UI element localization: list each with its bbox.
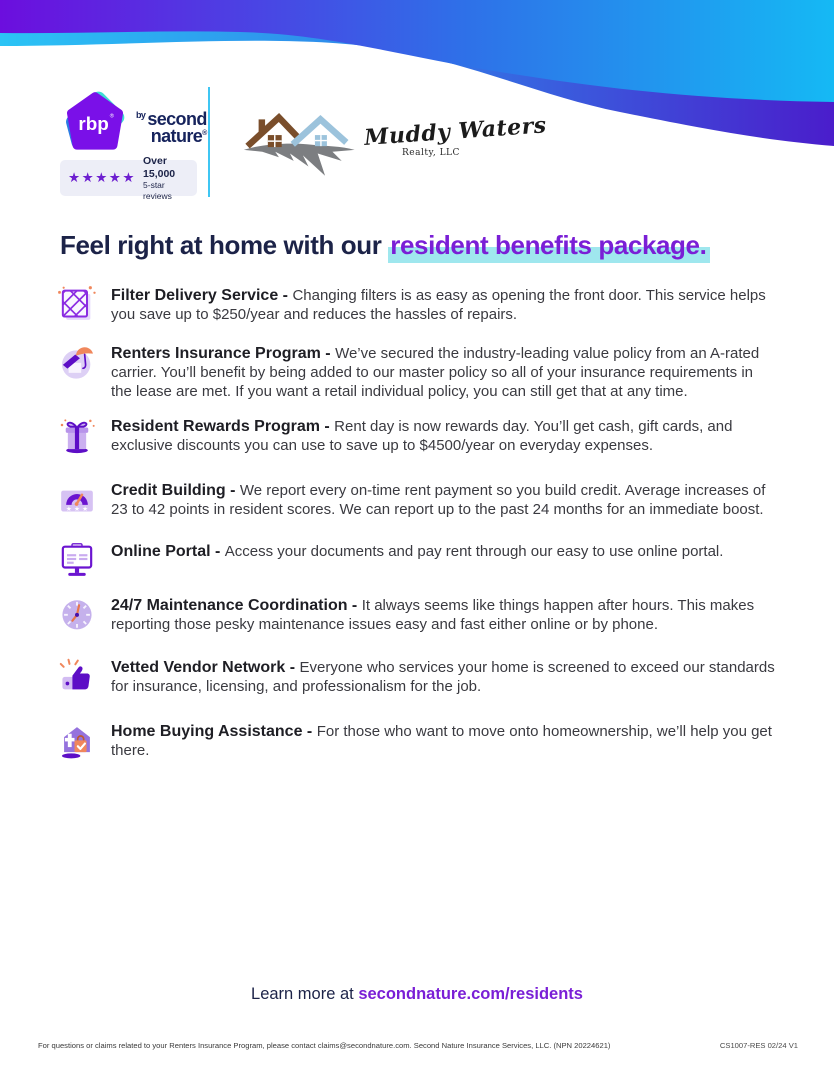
benefit-description: Changing filters is as easy as opening the front door. This service helps you save up to $250/year and reduces the hassles of repairs. [111, 287, 766, 323]
reviews-count: Over 15,000 [143, 155, 176, 180]
svg-text:rbp: rbp [78, 114, 109, 135]
credit-gauge-icon [57, 478, 97, 520]
headline-highlight: resident benefits package. [388, 230, 710, 263]
benefit-description: Access your documents and pay rent through our easy to use online portal. [224, 543, 724, 560]
umbrella-house-icon [57, 341, 97, 383]
benefit-title: Resident Rewards Program - [111, 418, 335, 435]
document-code: CS1007-RES 02/24 V1 [719, 1041, 798, 1050]
benefit-title: Online Portal - [111, 543, 225, 560]
benefit-title: Credit Building - [111, 482, 240, 499]
benefit-item [57, 593, 777, 635]
benefit-title: Renters Insurance Program - [111, 345, 336, 362]
rbp-logo-icon [60, 88, 130, 158]
benefit-item [57, 283, 777, 325]
legal-text: For questions or claims related to your Renters Insurance Program, please contact claims@secondnature.com. Second Nature Insurance Services, LLC. (NPN 20224621) [38, 1041, 611, 1050]
second-nature-wordmark: $^{by}$ second nature® [136, 109, 207, 146]
benefit-item [57, 414, 777, 456]
gift-icon [57, 414, 97, 456]
partner-name: Muddy Waters [363, 112, 548, 151]
clock-icon [57, 593, 97, 635]
filter-icon [57, 283, 97, 325]
partner-subtitle: Realty, LLC [402, 148, 460, 158]
headline-prefix: Feel right at home with our [60, 230, 389, 260]
wave-front [0, 0, 834, 102]
svg-text:®: ® [109, 113, 114, 120]
learn-more-prefix: Learn more at [251, 985, 359, 1003]
partner-houses-icon [242, 96, 362, 188]
page-title [60, 229, 780, 262]
benefit-description: We’ve secured the industry-leading value policy from an A-rated carrier. You’ll benefit by being added to our master policy so all of your insurance requirements in the lease are met. If you want a retail individual policy, you can still get that at any time. [111, 345, 760, 400]
benefit-title: Vetted Vendor Network - [111, 659, 300, 676]
thumbs-up-icon [57, 655, 97, 697]
learn-more-line [0, 985, 834, 1004]
by-label: by [136, 110, 146, 121]
monitor-icon [57, 539, 97, 581]
benefit-item [57, 341, 777, 401]
logo-divider [208, 87, 210, 197]
benefit-description: Rent day is now rewards day. You’ll get cash, gift cards, and exclusive discounts you can use to save up to $4500/year on everyday expenses. [111, 418, 733, 454]
brand-word-second: second [147, 109, 207, 130]
benefits-list [57, 283, 777, 761]
benefit-title: Filter Delivery Service - [111, 287, 293, 304]
benefit-description: For those who want to move onto homeownership, we’ll help you get there. [111, 723, 772, 759]
partner-logo-block [242, 96, 702, 196]
benefit-item [57, 719, 777, 761]
benefit-title: Home Buying Assistance - [111, 723, 317, 740]
home-bag-icon [57, 719, 97, 761]
benefit-item [57, 655, 777, 697]
fine-print [38, 1041, 798, 1050]
reviews-badge [60, 155, 197, 201]
benefit-description: Everyone who services your home is screened to exceed our standards for insurance, licensing, and professionalism for the job. [111, 659, 775, 695]
benefit-item [57, 539, 777, 581]
benefit-description: It always seems like things happen after hours. This makes reporting those pesky maintenance issues easy and fast either online or by phone. [111, 597, 755, 633]
five-stars-icon: ★★★★★ [68, 170, 137, 186]
rbp-logo-block [60, 88, 208, 158]
brand-word-nature: nature [150, 126, 203, 146]
benefit-item [57, 478, 777, 520]
learn-more-link[interactable]: secondnature.com/residents [358, 985, 583, 1003]
reviews-label: 5-star reviews [143, 180, 172, 201]
benefit-description: We report every on-time rent payment so you build credit. Average increases of 23 to 42 points in resident scores. We can report up to the past 24 months for an immediate boost. [111, 482, 766, 518]
benefit-title: 24/7 Maintenance Coordination - [111, 597, 362, 614]
